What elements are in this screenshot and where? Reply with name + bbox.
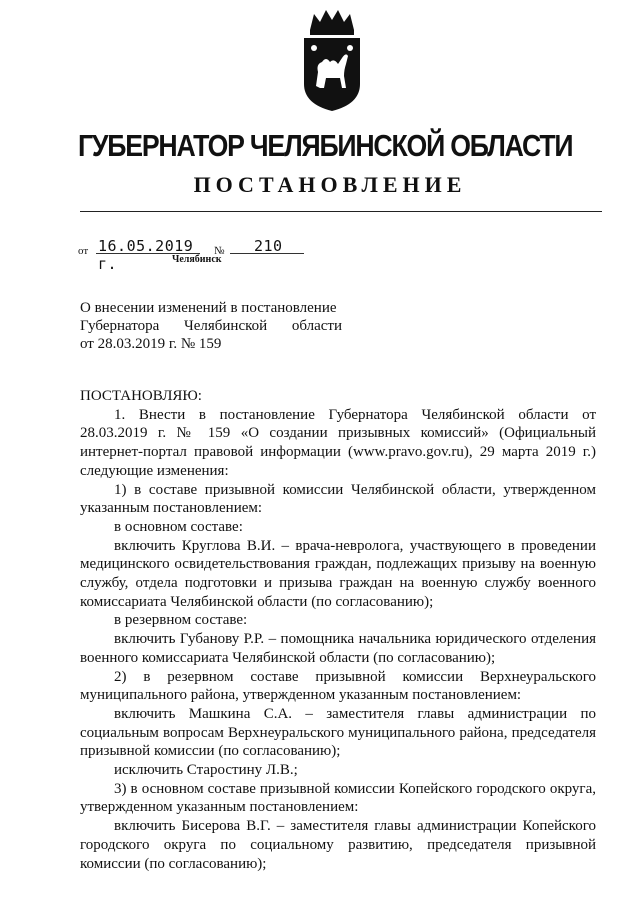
subject-line-2: Губернатора Челябинской области xyxy=(80,318,342,334)
document-type: ПОСТАНОВЛЕНИЕ xyxy=(193,172,467,197)
paragraph-10: 3) в основном составе призывной комиссии Копейского городского округа, утвержденном указанным постановлением: xyxy=(80,780,596,816)
paragraph-9: исключить Старостину Л.В.; xyxy=(114,762,298,779)
paragraph-4: включить Круглова В.И. – врача-невролога, участвующего в проведении медицинского освидетельствования граждан, подлежащих призыву на военную службу, отдела подготовки и призыва граждан на военную службу военного комиссариата Челябинской области (по согласованию); xyxy=(80,537,596,610)
paragraph-8: включить Машкина С.А. – заместителя главы администрации по социальным вопросам Верхнеуральского муниципального района, председателя призывной комиссии (по согласованию); xyxy=(80,705,596,760)
subject-line-1: О внесении изменений в постановление xyxy=(80,300,337,316)
coat-of-arms-icon xyxy=(296,8,368,112)
document-date: 16.05.2019 г. xyxy=(98,237,194,273)
paragraph-2: 1) в составе призывной комиссии Челябинской области, утвержденном указанным постановлением: xyxy=(80,481,596,517)
paragraph-5: в резервном составе: xyxy=(114,612,248,629)
authority-title: ГУБЕРНАТОР ЧЕЛЯБИНСКОЙ ОБЛАСТИ xyxy=(78,128,573,163)
document-body xyxy=(80,387,596,873)
city-name: Челябинск xyxy=(172,254,222,265)
subject-line-3: от 28.03.2019 г. № 159 xyxy=(80,336,222,352)
header-divider xyxy=(80,211,602,212)
paragraph-6: включить Губанову Р.Р. – помощника начальника юридического отделения военного комиссариата Челябинской области (по согласованию); xyxy=(80,631,596,666)
paragraph-7: 2) в резервном составе призывной комиссии Верхнеуральского муниципального района, утвержденном указанным постановлением: xyxy=(80,668,596,704)
opening-word: ПОСТАНОВЛЯЮ: xyxy=(80,388,202,404)
document-subject xyxy=(80,299,342,353)
paragraph-3: в основном составе: xyxy=(114,518,243,535)
paragraph-1: 1. Внести в постановление Губернатора Челябинской области от 28.03.2019 г. № 159 «О создании призывных комиссий» (Официальный интернет-портал правовой информации (www.pravo.gov.ru), 29 марта 2019 г.) следующие изменения: xyxy=(80,406,596,479)
paragraph-11: включить Бисерова В.Г. – заместителя главы администрации Копейского городского округа по социальному развитию, председателя призывной комиссии (по согласованию); xyxy=(80,818,596,872)
number-label: № xyxy=(214,245,225,257)
from-label: от xyxy=(78,245,89,257)
document-number: 210 xyxy=(254,237,283,255)
